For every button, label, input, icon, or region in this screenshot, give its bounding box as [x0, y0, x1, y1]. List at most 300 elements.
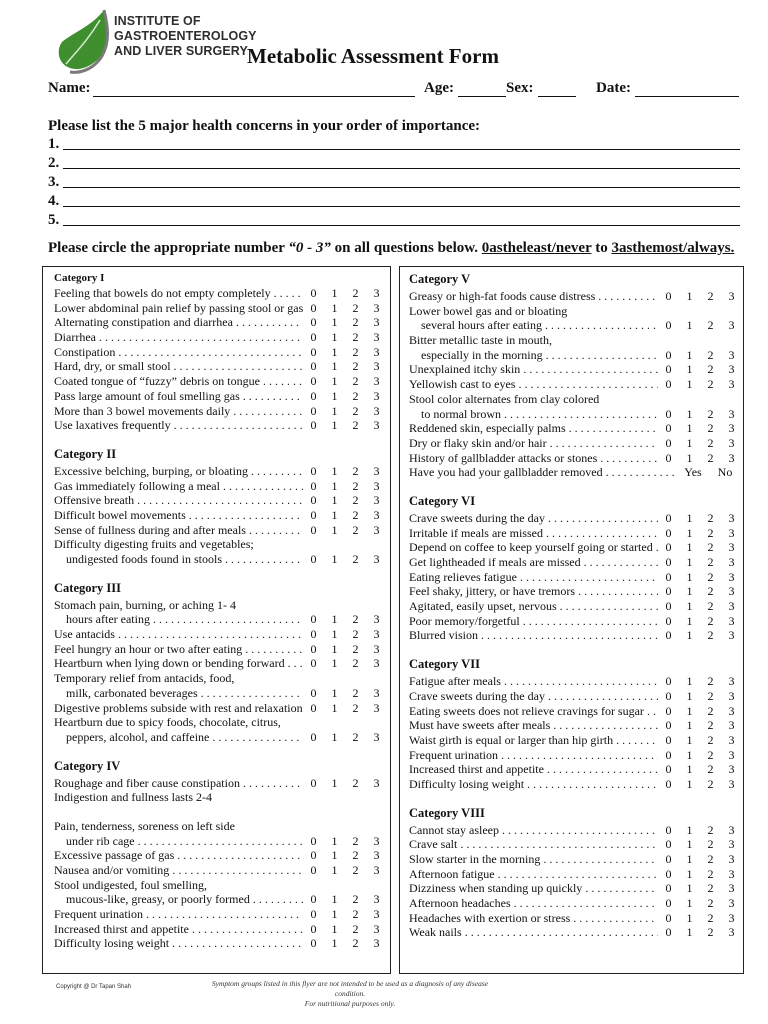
- score-2[interactable]: 2: [707, 510, 714, 525]
- score-3[interactable]: 3: [373, 833, 380, 848]
- score-0[interactable]: 0: [310, 907, 317, 922]
- score-3[interactable]: 3: [728, 540, 735, 555]
- score-0[interactable]: 0: [310, 700, 317, 715]
- score-3[interactable]: 3: [728, 435, 735, 450]
- score-0[interactable]: 0: [665, 910, 672, 925]
- score-2[interactable]: 2: [352, 892, 359, 907]
- score-1[interactable]: 1: [331, 863, 338, 877]
- score-3[interactable]: 3: [373, 907, 380, 922]
- score-0[interactable]: 0: [665, 747, 672, 762]
- score-0[interactable]: 0: [310, 374, 317, 389]
- score-2[interactable]: 2: [352, 921, 359, 936]
- score-1[interactable]: 1: [331, 478, 338, 493]
- score-1[interactable]: 1: [686, 747, 693, 762]
- score-1[interactable]: 1: [686, 421, 693, 436]
- score-1[interactable]: 1: [686, 866, 693, 881]
- score-3[interactable]: 3: [728, 776, 735, 791]
- concern-line-3[interactable]: 3.: [48, 174, 748, 192]
- score-3[interactable]: 3: [728, 688, 735, 703]
- score-options: [303, 374, 387, 389]
- score-0[interactable]: 0: [310, 344, 317, 359]
- score-1[interactable]: 1: [686, 347, 693, 362]
- score-2[interactable]: 2: [707, 776, 714, 791]
- score-options: [658, 540, 742, 555]
- score-2[interactable]: 2: [707, 762, 714, 777]
- score-3[interactable]: 3: [373, 700, 380, 715]
- score-2[interactable]: 2: [707, 599, 714, 614]
- score-0[interactable]: 0: [310, 612, 317, 627]
- score-2[interactable]: 2: [352, 907, 359, 922]
- score-1[interactable]: 1: [331, 330, 338, 345]
- score-1[interactable]: 1: [686, 762, 693, 777]
- score-0[interactable]: 0: [665, 881, 672, 896]
- score-3[interactable]: 3: [728, 881, 735, 896]
- score-1[interactable]: 1: [331, 552, 338, 566]
- score-options: [303, 523, 387, 538]
- score-2[interactable]: 2: [707, 718, 714, 733]
- score-1[interactable]: 1: [331, 936, 338, 951]
- score-1[interactable]: 1: [686, 776, 693, 791]
- score-1[interactable]: 1: [331, 921, 338, 936]
- score-2[interactable]: 2: [352, 522, 359, 537]
- score-1[interactable]: 1: [331, 388, 338, 403]
- score-2[interactable]: 2: [707, 822, 714, 837]
- score-3[interactable]: 3: [728, 822, 735, 837]
- score-0[interactable]: 0: [310, 833, 317, 848]
- score-1[interactable]: 1: [331, 685, 338, 700]
- score-3[interactable]: 3: [728, 747, 735, 762]
- score-3[interactable]: 3: [373, 344, 380, 359]
- score-2[interactable]: 2: [707, 674, 714, 689]
- score-2[interactable]: 2: [352, 388, 359, 403]
- score-3[interactable]: 3: [728, 896, 735, 911]
- score-0[interactable]: 0: [310, 388, 317, 403]
- score-1[interactable]: 1: [686, 318, 693, 333]
- score-2[interactable]: 2: [352, 478, 359, 493]
- score-1[interactable]: 1: [686, 925, 693, 940]
- score-options: [303, 656, 387, 671]
- age-field[interactable]: [458, 96, 506, 97]
- score-0[interactable]: 0: [665, 377, 672, 392]
- score-options: [303, 301, 387, 316]
- score-2[interactable]: 2: [352, 315, 359, 330]
- score-3[interactable]: 3: [728, 613, 735, 628]
- score-3[interactable]: 3: [373, 374, 380, 389]
- score-2[interactable]: 2: [707, 435, 714, 450]
- score-options: [658, 674, 742, 689]
- score-2[interactable]: 2: [707, 747, 714, 762]
- score-3[interactable]: 3: [373, 388, 380, 403]
- score-3[interactable]: 3: [373, 286, 380, 300]
- score-2[interactable]: 2: [352, 463, 359, 478]
- score-3[interactable]: 3: [728, 762, 735, 777]
- score-1[interactable]: 1: [686, 435, 693, 450]
- score-1[interactable]: 1: [331, 641, 338, 656]
- score-1[interactable]: 1: [686, 377, 693, 392]
- score-1[interactable]: 1: [331, 403, 338, 418]
- score-3[interactable]: 3: [728, 703, 735, 718]
- score-2[interactable]: 2: [707, 703, 714, 718]
- score-3[interactable]: 3: [728, 318, 735, 333]
- score-1[interactable]: 1: [686, 718, 693, 733]
- score-0[interactable]: 0: [310, 507, 317, 522]
- score-1[interactable]: 1: [331, 493, 338, 508]
- score-1[interactable]: 1: [686, 540, 693, 555]
- score-0[interactable]: 0: [310, 627, 317, 642]
- score-2[interactable]: 2: [707, 525, 714, 540]
- question-text: Roughage and fiber cause constipation . . .: [54, 776, 303, 791]
- score-0[interactable]: 0: [665, 435, 672, 450]
- concern-line-2[interactable]: 2.: [48, 155, 748, 173]
- question-text: Irritable if meals are missed . . .: [409, 526, 658, 541]
- question-row: [54, 374, 387, 389]
- score-1[interactable]: 1: [686, 569, 693, 584]
- score-options: [658, 584, 742, 599]
- score-1[interactable]: 1: [686, 910, 693, 925]
- score-2[interactable]: 2: [707, 584, 714, 599]
- score-2[interactable]: 2: [352, 685, 359, 700]
- score-1[interactable]: 1: [686, 674, 693, 689]
- score-0[interactable]: 0: [665, 688, 672, 703]
- score-2[interactable]: 2: [352, 330, 359, 345]
- score-1[interactable]: 1: [686, 362, 693, 377]
- score-1[interactable]: 1: [331, 374, 338, 389]
- score-3[interactable]: 3: [728, 628, 735, 643]
- score-0[interactable]: 0: [310, 892, 317, 907]
- score-3[interactable]: 3: [728, 377, 735, 392]
- score-3[interactable]: 3: [373, 627, 380, 642]
- score-3[interactable]: 3: [373, 685, 380, 700]
- score-1[interactable]: 1: [331, 729, 338, 744]
- score-2[interactable]: 2: [707, 837, 714, 852]
- score-2[interactable]: 2: [352, 936, 359, 951]
- score-0[interactable]: 0: [310, 418, 317, 433]
- score-0[interactable]: 0: [310, 848, 317, 863]
- score-0[interactable]: 0: [665, 318, 672, 333]
- score-3[interactable]: 3: [728, 362, 735, 377]
- score-0[interactable]: 0: [665, 555, 672, 569]
- score-2[interactable]: 2: [352, 359, 359, 374]
- score-3[interactable]: 3: [728, 569, 735, 584]
- score-0[interactable]: 0: [310, 552, 317, 566]
- score-2[interactable]: 2: [707, 910, 714, 925]
- score-0[interactable]: 0: [665, 347, 672, 362]
- score-2[interactable]: 2: [707, 377, 714, 392]
- question-text: Fatigue after meals . . .: [409, 674, 658, 689]
- question-text: Stomach pain, burning, or aching 1- 4: [54, 597, 236, 612]
- no-option[interactable]: No: [717, 465, 733, 480]
- score-2[interactable]: 2: [707, 688, 714, 703]
- score-0[interactable]: 0: [665, 584, 672, 599]
- score-2[interactable]: 2: [352, 612, 359, 627]
- score-2[interactable]: 2: [352, 418, 359, 433]
- score-0[interactable]: 0: [310, 286, 317, 300]
- score-3[interactable]: 3: [373, 315, 380, 330]
- score-0[interactable]: 0: [665, 540, 672, 555]
- score-3[interactable]: 3: [373, 612, 380, 627]
- score-3[interactable]: 3: [373, 863, 380, 877]
- score-1[interactable]: 1: [331, 833, 338, 848]
- score-0[interactable]: 0: [310, 330, 317, 345]
- score-3[interactable]: 3: [728, 732, 735, 747]
- question-row: [409, 762, 742, 777]
- score-0[interactable]: 0: [665, 852, 672, 866]
- score-2[interactable]: 2: [352, 700, 359, 715]
- score-2[interactable]: 2: [707, 555, 714, 569]
- score-2[interactable]: 2: [707, 732, 714, 747]
- score-3[interactable]: 3: [728, 837, 735, 852]
- score-2[interactable]: 2: [707, 628, 714, 643]
- score-1[interactable]: 1: [686, 289, 693, 303]
- score-2[interactable]: 2: [707, 613, 714, 628]
- score-2[interactable]: 2: [352, 344, 359, 359]
- score-1[interactable]: 1: [686, 896, 693, 911]
- score-1[interactable]: 1: [686, 837, 693, 852]
- score-0[interactable]: 0: [310, 936, 317, 951]
- score-1[interactable]: 1: [686, 450, 693, 465]
- score-3[interactable]: 3: [373, 463, 380, 478]
- concern-line-5[interactable]: 5.: [48, 212, 748, 230]
- score-1[interactable]: 1: [686, 406, 693, 421]
- score-0[interactable]: 0: [665, 628, 672, 643]
- question-text: especially in the morning . . .: [409, 348, 658, 363]
- score-3[interactable]: 3: [728, 674, 735, 689]
- score-3[interactable]: 3: [728, 866, 735, 881]
- score-3[interactable]: 3: [373, 418, 380, 433]
- score-0[interactable]: 0: [665, 822, 672, 837]
- score-1[interactable]: 1: [686, 688, 693, 703]
- score-3[interactable]: 3: [728, 910, 735, 925]
- score-2[interactable]: 2: [352, 656, 359, 671]
- score-0[interactable]: 0: [665, 406, 672, 421]
- score-3[interactable]: 3: [728, 599, 735, 614]
- score-options: [658, 555, 742, 570]
- score-2[interactable]: 2: [707, 421, 714, 436]
- score-options: [658, 318, 742, 333]
- score-0[interactable]: 0: [310, 478, 317, 493]
- score-2[interactable]: 2: [352, 641, 359, 656]
- score-0[interactable]: 0: [310, 463, 317, 478]
- score-0[interactable]: 0: [665, 362, 672, 377]
- score-1[interactable]: 1: [331, 315, 338, 330]
- score-0[interactable]: 0: [665, 450, 672, 465]
- concern-line-4[interactable]: 4.: [48, 193, 748, 211]
- name-field[interactable]: [93, 96, 415, 97]
- score-2[interactable]: 2: [352, 552, 359, 566]
- score-3[interactable]: 3: [728, 510, 735, 525]
- score-0[interactable]: 0: [665, 569, 672, 584]
- score-0[interactable]: 0: [665, 289, 672, 303]
- score-2[interactable]: 2: [352, 863, 359, 877]
- score-3[interactable]: 3: [728, 718, 735, 733]
- score-options: [303, 404, 387, 419]
- score-1[interactable]: 1: [331, 627, 338, 642]
- score-0[interactable]: 0: [310, 775, 317, 790]
- score-2[interactable]: 2: [707, 569, 714, 584]
- score-2[interactable]: 2: [707, 347, 714, 362]
- score-3[interactable]: 3: [373, 330, 380, 345]
- score-0[interactable]: 0: [665, 613, 672, 628]
- score-1[interactable]: 1: [331, 507, 338, 522]
- score-3[interactable]: 3: [373, 892, 380, 907]
- score-0[interactable]: 0: [665, 510, 672, 525]
- score-2[interactable]: 2: [352, 374, 359, 389]
- category-title: Category I: [54, 272, 105, 284]
- score-2[interactable]: 2: [352, 848, 359, 863]
- question-row: [409, 628, 742, 643]
- score-3[interactable]: 3: [373, 403, 380, 418]
- score-0[interactable]: 0: [310, 300, 317, 315]
- score-1[interactable]: 1: [686, 852, 693, 866]
- score-2[interactable]: 2: [707, 866, 714, 881]
- score-2[interactable]: 2: [352, 775, 359, 790]
- score-2[interactable]: 2: [352, 300, 359, 315]
- score-2[interactable]: 2: [352, 507, 359, 522]
- score-3[interactable]: 3: [373, 921, 380, 936]
- score-1[interactable]: 1: [686, 613, 693, 628]
- score-1[interactable]: 1: [686, 628, 693, 643]
- score-options: [658, 925, 742, 940]
- score-2[interactable]: 2: [707, 881, 714, 896]
- score-3[interactable]: 3: [728, 925, 735, 940]
- score-1[interactable]: 1: [686, 881, 693, 896]
- score-0[interactable]: 0: [310, 315, 317, 330]
- score-3[interactable]: 3: [373, 522, 380, 537]
- score-2[interactable]: 2: [707, 406, 714, 421]
- score-1[interactable]: 1: [686, 599, 693, 614]
- score-1[interactable]: 1: [331, 522, 338, 537]
- score-1[interactable]: 1: [686, 584, 693, 599]
- score-1[interactable]: 1: [331, 344, 338, 359]
- score-0[interactable]: 0: [310, 641, 317, 656]
- score-3[interactable]: 3: [728, 450, 735, 465]
- score-2[interactable]: 2: [707, 896, 714, 911]
- score-options: [303, 464, 387, 479]
- score-1[interactable]: 1: [331, 700, 338, 715]
- score-1[interactable]: 1: [686, 555, 693, 569]
- score-2[interactable]: 2: [707, 289, 714, 303]
- score-3[interactable]: 3: [728, 584, 735, 599]
- score-1[interactable]: 1: [331, 463, 338, 478]
- score-1[interactable]: 1: [331, 848, 338, 863]
- score-1[interactable]: 1: [686, 732, 693, 747]
- score-2[interactable]: 2: [352, 403, 359, 418]
- score-0[interactable]: 0: [310, 522, 317, 537]
- score-1[interactable]: 1: [331, 656, 338, 671]
- concern-line-1[interactable]: 1.: [48, 136, 748, 154]
- score-3[interactable]: 3: [373, 729, 380, 744]
- score-2[interactable]: 2: [707, 450, 714, 465]
- score-1[interactable]: 1: [686, 525, 693, 540]
- score-2[interactable]: 2: [352, 729, 359, 744]
- score-3[interactable]: 3: [373, 656, 380, 671]
- score-0[interactable]: 0: [310, 656, 317, 671]
- score-1[interactable]: 1: [686, 703, 693, 718]
- score-3[interactable]: 3: [373, 848, 380, 863]
- score-1[interactable]: 1: [686, 510, 693, 525]
- score-0[interactable]: 0: [310, 921, 317, 936]
- score-3[interactable]: 3: [373, 359, 380, 374]
- score-3[interactable]: 3: [373, 775, 380, 790]
- score-options: [658, 570, 742, 585]
- score-3[interactable]: 3: [373, 936, 380, 951]
- score-0[interactable]: 0: [665, 703, 672, 718]
- score-2[interactable]: 2: [352, 286, 359, 300]
- score-3[interactable]: 3: [728, 555, 735, 569]
- score-3[interactable]: 3: [728, 852, 735, 866]
- score-0[interactable]: 0: [665, 674, 672, 689]
- score-1[interactable]: 1: [331, 775, 338, 790]
- score-0[interactable]: 0: [665, 866, 672, 881]
- spacer: [54, 567, 387, 581]
- score-0[interactable]: 0: [310, 403, 317, 418]
- score-options: [658, 748, 742, 763]
- question-text: Diarrhea . . .: [54, 330, 303, 345]
- score-0[interactable]: 0: [665, 925, 672, 940]
- score-0[interactable]: 0: [665, 525, 672, 540]
- score-3[interactable]: 3: [728, 525, 735, 540]
- score-2[interactable]: 2: [352, 627, 359, 642]
- score-0[interactable]: 0: [665, 837, 672, 852]
- score-0[interactable]: 0: [665, 762, 672, 777]
- score-0[interactable]: 0: [665, 718, 672, 733]
- date-field[interactable]: [635, 96, 739, 97]
- score-2[interactable]: 2: [707, 318, 714, 333]
- score-1[interactable]: 1: [331, 286, 338, 300]
- score-1[interactable]: 1: [331, 892, 338, 907]
- score-0[interactable]: 0: [310, 493, 317, 508]
- score-3[interactable]: 3: [373, 493, 380, 508]
- score-0[interactable]: 0: [310, 729, 317, 744]
- score-3[interactable]: 3: [728, 421, 735, 436]
- score-3[interactable]: 3: [728, 347, 735, 362]
- score-2[interactable]: 2: [707, 540, 714, 555]
- score-1[interactable]: 1: [331, 612, 338, 627]
- score-0[interactable]: 0: [665, 896, 672, 911]
- score-2[interactable]: 2: [707, 925, 714, 940]
- score-0[interactable]: 0: [665, 732, 672, 747]
- question-text: More than 3 bowel movements daily . . .: [54, 404, 303, 419]
- question-text: Crave sweets during the day . . .: [409, 689, 658, 704]
- question-row: [54, 922, 387, 937]
- score-0[interactable]: 0: [310, 685, 317, 700]
- score-0[interactable]: 0: [665, 421, 672, 436]
- score-3[interactable]: 3: [728, 406, 735, 421]
- score-1[interactable]: 1: [331, 418, 338, 433]
- score-2[interactable]: 2: [352, 493, 359, 508]
- score-0[interactable]: 0: [310, 863, 317, 877]
- sex-field[interactable]: [538, 96, 576, 97]
- score-3[interactable]: 3: [373, 507, 380, 522]
- score-0[interactable]: 0: [665, 599, 672, 614]
- score-2[interactable]: 2: [352, 833, 359, 848]
- score-0[interactable]: 0: [665, 776, 672, 791]
- score-2[interactable]: 2: [707, 852, 714, 866]
- score-0[interactable]: 0: [310, 359, 317, 374]
- score-3[interactable]: 3: [728, 289, 735, 303]
- score-1[interactable]: 1: [331, 300, 338, 315]
- score-2[interactable]: 2: [707, 362, 714, 377]
- score-3[interactable]: 3: [373, 300, 380, 315]
- score-1[interactable]: 1: [686, 822, 693, 837]
- question-text: Frequent urination . . .: [409, 748, 658, 763]
- score-1[interactable]: 1: [331, 359, 338, 374]
- score-3[interactable]: 3: [373, 478, 380, 493]
- yes-option[interactable]: Yes: [684, 465, 702, 480]
- score-3[interactable]: 3: [373, 641, 380, 656]
- score-1[interactable]: 1: [331, 907, 338, 922]
- score-3[interactable]: 3: [373, 552, 380, 566]
